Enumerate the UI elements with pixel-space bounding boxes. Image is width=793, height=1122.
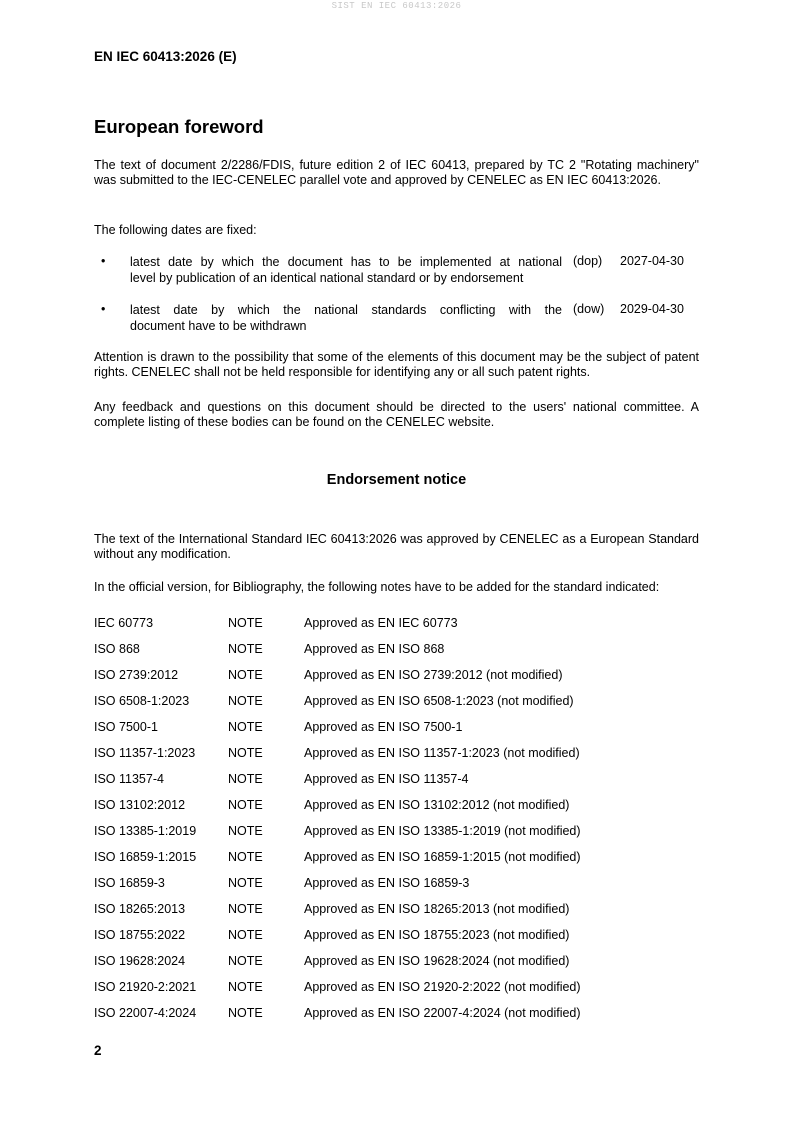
feedback-paragraph: Any feedback and questions on this document should be directed to the users' national committee. A complete listing of these bodies can be found on the CENELEC website.	[94, 400, 699, 429]
foreword-intro-paragraph: The text of document 2/2286/FDIS, future edition 2 of IEC 60413, prepared by TC 2 "Rotating machinery" was submitted to the IEC-CENELEC parallel vote and approved by CENELEC as EN IEC 60413:2026.	[94, 158, 699, 187]
note-label: NOTE	[228, 694, 263, 708]
note-text: Approved as EN ISO 22007-4:2024 (not modified)	[304, 1006, 581, 1020]
date-abbreviation: (dow)	[573, 302, 605, 316]
note-label: NOTE	[228, 798, 263, 812]
note-text: Approved as EN ISO 7500-1	[304, 720, 463, 734]
note-reference: IEC 60773	[94, 616, 154, 630]
note-reference: ISO 11357-1:2023	[94, 746, 196, 760]
note-label: NOTE	[228, 720, 263, 734]
note-reference: ISO 2739:2012	[94, 668, 179, 682]
note-reference: ISO 11357-4	[94, 772, 164, 786]
note-reference: ISO 7500-1	[94, 720, 158, 734]
bullet-marker: •	[101, 254, 106, 268]
note-text: Approved as EN ISO 19628:2024 (not modified)	[304, 954, 570, 968]
note-reference: ISO 16859-1:2015	[94, 850, 197, 864]
date-item-line1: latest date by which the document has to be implemented at national	[130, 255, 562, 269]
note-text: Approved as EN ISO 16859-1:2015 (not modified)	[304, 850, 581, 864]
note-reference: ISO 6508-1:2023	[94, 694, 190, 708]
note-reference: ISO 18265:2013	[94, 902, 186, 916]
note-reference: ISO 16859-3	[94, 876, 165, 890]
note-text: Approved as EN ISO 868	[304, 642, 445, 656]
date-value: 2027-04-30	[620, 254, 684, 268]
date-item-line1: latest date by which the national standards conflicting with the	[130, 303, 562, 317]
note-text: Approved as EN IEC 60773	[304, 616, 458, 630]
note-text: Approved as EN ISO 13385-1:2019 (not modified)	[304, 824, 581, 838]
dates-intro-paragraph: The following dates are fixed:	[94, 223, 257, 237]
note-label: NOTE	[228, 746, 263, 760]
note-reference: ISO 13385-1:2019	[94, 824, 197, 838]
note-text: Approved as EN ISO 21920-2:2022 (not modified)	[304, 980, 581, 994]
page-number: 2	[94, 1043, 102, 1058]
note-text: Approved as EN ISO 18265:2013 (not modified)	[304, 902, 570, 916]
note-label: NOTE	[228, 616, 263, 630]
foreword-heading: European foreword	[94, 116, 264, 137]
note-label: NOTE	[228, 642, 263, 656]
note-text: Approved as EN ISO 11357-4	[304, 772, 469, 786]
note-label: NOTE	[228, 902, 263, 916]
note-label: NOTE	[228, 980, 263, 994]
note-text: Approved as EN ISO 18755:2023 (not modified)	[304, 928, 570, 942]
date-value: 2029-04-30	[620, 302, 684, 316]
note-text: Approved as EN ISO 6508-1:2023 (not modified)	[304, 694, 574, 708]
note-text: Approved as EN ISO 16859-3	[304, 876, 470, 890]
date-item-line2: level by publication of an identical national standard or by endorsement	[130, 271, 524, 285]
note-reference: ISO 18755:2022	[94, 928, 186, 942]
note-text: Approved as EN ISO 11357-1:2023 (not modified)	[304, 746, 580, 760]
bibliography-intro-paragraph: In the official version, for Bibliography, the following notes have to be added for the standard indicated:	[94, 580, 660, 594]
note-label: NOTE	[228, 668, 263, 682]
watermark: SIST EN IEC 60413:2026	[331, 1, 462, 11]
note-text: Approved as EN ISO 2739:2012 (not modified)	[304, 668, 563, 682]
date-item-description	[130, 302, 562, 334]
note-label: NOTE	[228, 928, 263, 942]
note-reference: ISO 21920-2:2021	[94, 980, 197, 994]
patent-paragraph: Attention is drawn to the possibility that some of the elements of this document may be the subject of patent rights. CENELEC shall not be held responsible for identifying any or all such patent rights.	[94, 350, 699, 379]
note-label: NOTE	[228, 876, 263, 890]
note-reference: ISO 22007-4:2024	[94, 1006, 197, 1020]
note-reference: ISO 13102:2012	[94, 798, 186, 812]
note-label: NOTE	[228, 1006, 263, 1020]
note-text: Approved as EN ISO 13102:2012 (not modified)	[304, 798, 570, 812]
note-label: NOTE	[228, 850, 263, 864]
note-reference: ISO 868	[94, 642, 140, 656]
date-item-description	[130, 254, 562, 286]
note-reference: ISO 19628:2024	[94, 954, 186, 968]
bullet-marker: •	[101, 302, 106, 316]
note-label: NOTE	[228, 772, 263, 786]
document-id-header: EN IEC 60413:2026 (E)	[94, 49, 237, 64]
note-label: NOTE	[228, 954, 263, 968]
date-abbreviation: (dop)	[573, 254, 603, 268]
endorsement-heading: Endorsement notice	[326, 472, 467, 488]
note-label: NOTE	[228, 824, 263, 838]
endorsement-paragraph: The text of the International Standard IEC 60413:2026 was approved by CENELEC as a European Standard without any modification.	[94, 532, 699, 561]
date-item-line2: document have to be withdrawn	[130, 319, 307, 333]
